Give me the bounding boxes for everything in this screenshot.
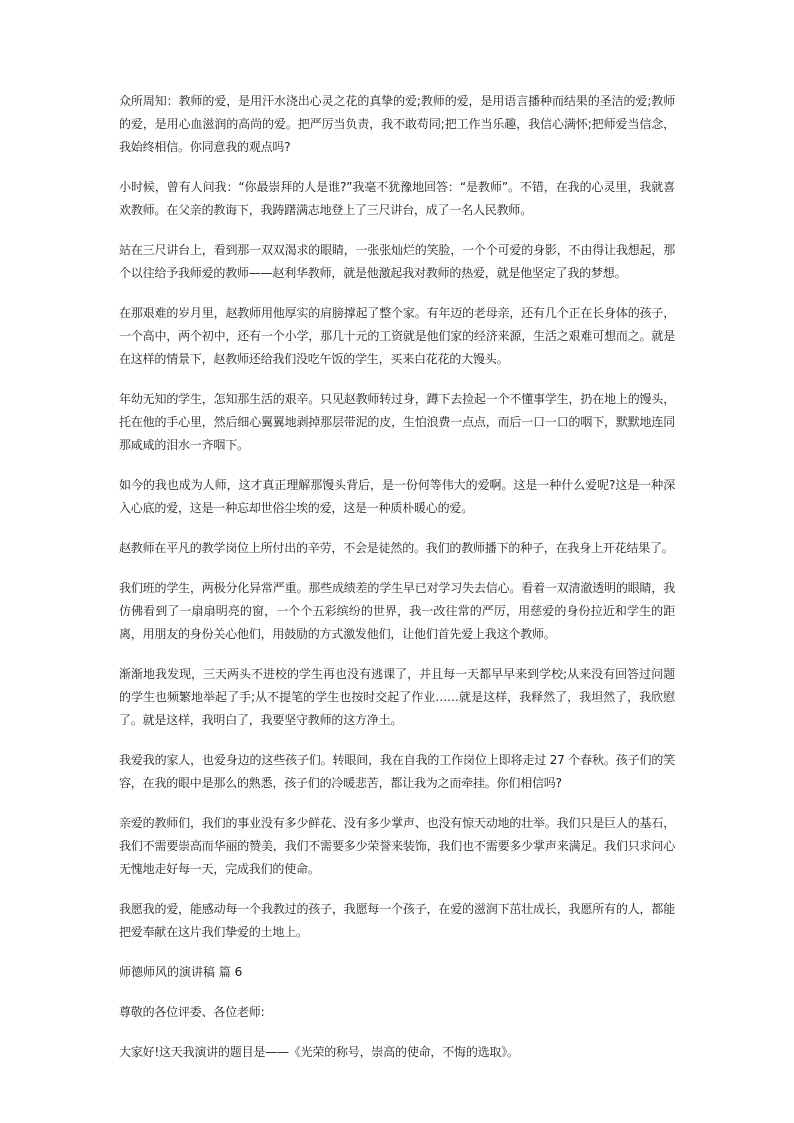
paragraph-5: 年幼无知的学生，怎知那生活的艰辛。只见赵教师转过身，蹲下去捡起一个不懂事学生，扔在地上的馒头，托在他的手心里，然后细心翼翼地剥掉那层带泥的皮，生怕浪费一点点，而后一口一口的咽下，默默地连同那咸咸的泪水一齐咽下。 xyxy=(119,392,675,452)
document-page xyxy=(119,90,675,1064)
paragraph-1: 众所周知：教师的爱，是用汗水浇出心灵之花的真挚的爱;教师的爱，是用语言播种而结果的圣洁的爱;教师的爱，是用心血滋润的高尚的爱。把严厉当负责，我不敢苟同;把工作当乐趣，我信心满怀;把师爱当信念，我始终相信。你同意我的观点吗? xyxy=(119,94,675,154)
greeting: 尊敬的各位评委、各位老师: xyxy=(119,1005,265,1019)
paragraph-9: 渐渐地我发现，三天两头不进校的学生再也没有逃课了，并且每一天都早早来到学校;从来没有回答过问题的学生也频繁地举起了手;从不提笔的学生也按时交起了作业……就是这样，我释然了，我坦然了，我欣慰了。就是这样，我明白了，我要坚守教师的这方净土。 xyxy=(119,667,675,727)
paragraph-4: 在那艰难的岁月里，赵教师用他厚实的肩膀撑起了整个家。有年迈的老母亲，还有几个正在长身体的孩子，一个高中，两个初中，还有一个小学，那几十元的工资就是他们家的经济来源，生活之艰难可想而之。就是在这样的情景下，赵教师还给我们没吃午饭的学生，买来白花花的大馒头。 xyxy=(119,306,675,366)
paragraph-2: 小时候，曾有人问我：“你最崇拜的人是谁?”我毫不犹豫地回答：“是教师”。不错，在我的心灵里，我就喜欢教师。在父亲的教诲下，我踌躇满志地登上了三尺讲台，成了一名人民教师。 xyxy=(119,180,675,217)
paragraph-11: 亲爱的教师们，我们的事业没有多少鲜花、没有多少掌声、也没有惊天动地的壮举。我们只是巨人的基石，我们不需要崇高而华丽的赞美，我们不需要多少荣誉来装饰，我们也不需要多少掌声来满足。我们只求问心无愧地走好每一天，完成我们的使命。 xyxy=(119,816,675,876)
paragraph-8: 我们班的学生，两极分化异常严重。那些成绩差的学生早已对学习失去信心。看着一双清澈透明的眼睛，我仿佛看到了一扇扇明亮的窗，一个个五彩缤纷的世界，我一改往常的严厉，用慈爱的身份拉近和学生的距离，用朋友的身份关心他们，用鼓励的方式激发他们，让他们首先爱上我这个教师。 xyxy=(119,581,675,641)
section-title: 师德师风的演讲稿 篇 6 xyxy=(119,965,243,979)
paragraph-3: 站在三尺讲台上，看到那一双双渴求的眼睛，一张张灿烂的笑脸，一个个可爱的身影，不由得让我想起，那个以往给予我师爱的教师——赵利华教师，就是他激起我对教师的热爱，就是他坚定了我的梦想。 xyxy=(119,243,675,280)
paragraph-12: 我愿我的爱，能感动每一个我教过的孩子，我愿每一个孩子，在爱的滋润下茁壮成长，我愿所有的人，都能把爱奉献在这片我们挚爱的土地上。 xyxy=(119,902,675,939)
paragraph-10: 我爱我的家人，也爱身边的这些孩子们。转眼间，我在自我的工作岗位上即将走过 27 个春秋。孩子们的笑容，在我的眼中是那么的熟悉，孩子们的冷暖悲苦，都让我为之而牵挂。你们相信吗? xyxy=(119,753,675,790)
opening-line: 大家好!这天我演讲的题目是——《光荣的称号，崇高的使命，不悔的选取》。 xyxy=(119,1045,519,1059)
paragraph-6: 如今的我也成为人师，这才真正理解那馒头背后，是一份何等伟大的爱啊。这是一种什么爱呢?这是一种深入心底的爱，这是一种忘却世俗尘埃的爱，这是一种质朴暖心的爱。 xyxy=(119,478,675,515)
paragraph-7: 赵教师在平凡的教学岗位上所付出的辛劳，不会是徒然的。我们的教师播下的种子，在我身上开花结果了。 xyxy=(119,541,674,555)
